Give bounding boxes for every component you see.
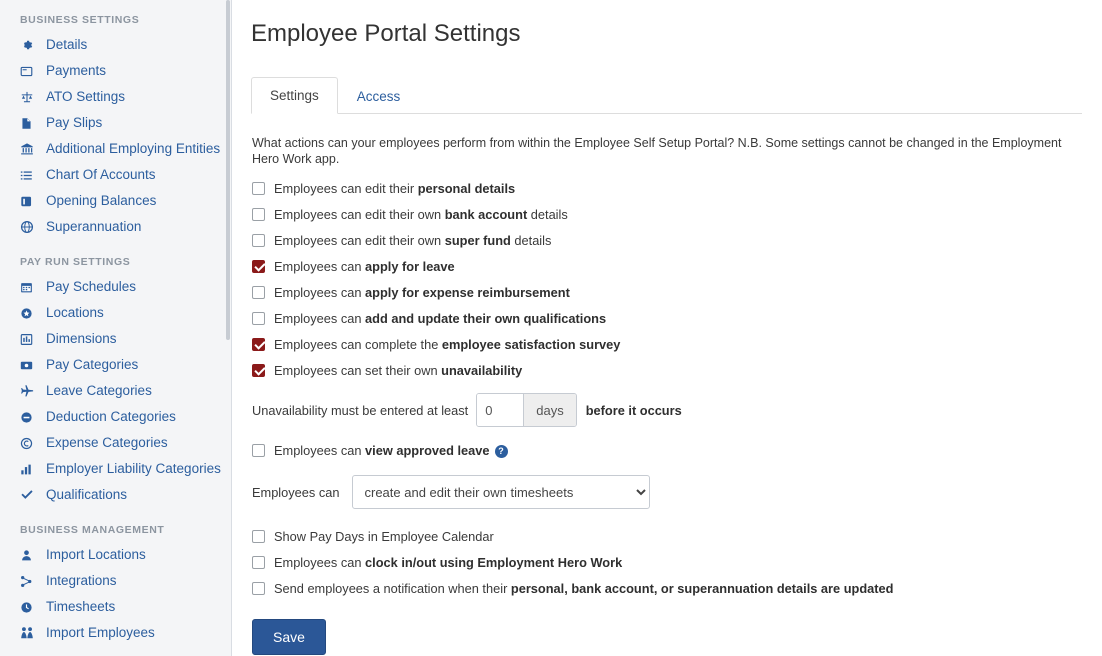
settings-panel <box>251 76 1082 655</box>
sidebar-item-payments[interactable] <box>0 58 231 84</box>
timesheet-permission-label: Employees can <box>252 484 340 500</box>
minus-circle-icon <box>20 411 40 424</box>
setting-label: Employees can apply for leave <box>274 258 455 274</box>
sidebar-item-label: Qualifications <box>46 487 128 502</box>
setting-label: Employees can complete the employee satisfaction survey <box>274 336 621 352</box>
sidebar-item-label: Locations <box>46 305 104 320</box>
checkbox-satisfaction-survey[interactable] <box>252 338 265 351</box>
sidebar-item-pay-schedules[interactable] <box>0 274 231 300</box>
sidebar-item-label: Deduction Categories <box>46 409 176 424</box>
setting-label: Employees can edit their personal details <box>274 180 516 196</box>
setting-row-notification-details-updated[interactable] <box>252 579 1082 597</box>
money-icon <box>20 359 40 372</box>
unavailability-days-unit: days <box>523 394 575 426</box>
sidebar-item-ato-settings[interactable] <box>0 84 231 110</box>
sidebar-item-label: Timesheets <box>46 599 116 614</box>
bank-icon <box>20 142 40 156</box>
sidebar-item-label: Details <box>46 37 88 52</box>
location-icon <box>20 307 40 320</box>
sidebar-item-label: Import Locations <box>46 547 146 562</box>
checkbox-set-unavailability[interactable] <box>252 364 265 377</box>
setting-row-edit-bank-account[interactable] <box>252 205 1082 223</box>
tab-access[interactable]: Access <box>356 89 401 104</box>
setting-row-clock-in-out[interactable] <box>252 553 1082 571</box>
sidebar-item-label: Expense Categories <box>46 435 168 450</box>
bar-chart-icon <box>20 463 40 476</box>
setting-row-view-approved-leave[interactable] <box>252 441 1082 459</box>
unavailability-days-input[interactable] <box>477 394 523 426</box>
setting-label: Employees can edit their own bank account details <box>274 206 568 222</box>
tab-bar <box>251 76 1082 114</box>
sidebar-item-label: Chart Of Accounts <box>46 167 156 182</box>
globe-icon <box>20 220 40 234</box>
sidebar-item-chart-of-accounts[interactable] <box>0 162 231 188</box>
checkbox-notification-details-updated[interactable] <box>252 582 265 595</box>
sidebar-item-import-employees[interactable] <box>0 620 231 646</box>
sidebar-item-label: Dimensions <box>46 331 117 346</box>
page-title: Employee Portal Settings <box>251 20 521 47</box>
sidebar-item-dimensions[interactable] <box>0 326 231 352</box>
setting-label: Employees can apply for expense reimbursement <box>274 284 570 300</box>
sidebar-item-label: Pay Slips <box>46 115 103 130</box>
sidebar <box>0 0 232 656</box>
people-icon <box>20 626 40 640</box>
clock-icon <box>20 601 40 614</box>
calendar-icon <box>20 281 40 294</box>
setting-row-edit-personal-details[interactable] <box>252 179 1082 197</box>
sidebar-item-label: Additional Employing Entities <box>46 141 221 156</box>
setting-row-expense-reimbursement[interactable] <box>252 283 1082 301</box>
plane-icon <box>20 384 40 398</box>
setting-label: Send employees a notification when their personal, bank account, or superannuation details are updated <box>274 580 894 596</box>
sidebar-section-title-business-settings: BUSINESS SETTINGS <box>20 14 140 26</box>
sidebar-item-label: ATO Settings <box>46 89 126 104</box>
check-icon <box>20 488 40 502</box>
sidebar-item-qualifications[interactable] <box>0 482 231 508</box>
sidebar-scrollbar[interactable] <box>226 0 231 656</box>
sidebar-item-locations[interactable] <box>0 300 231 326</box>
sidebar-section-title-pay-run-settings: PAY RUN SETTINGS <box>20 256 131 268</box>
sidebar-scrollbar-thumb[interactable] <box>226 0 230 340</box>
plug-icon <box>20 575 40 588</box>
sidebar-item-employer-liability-categories[interactable] <box>0 456 231 482</box>
sidebar-item-label: Import Employees <box>46 625 155 640</box>
card-icon <box>20 65 40 78</box>
scales-icon <box>20 90 40 104</box>
setting-label: Employees can set their own unavailability <box>274 362 523 378</box>
checkbox-edit-bank-account[interactable] <box>252 208 265 221</box>
sidebar-item-label: Payments <box>46 63 107 78</box>
balance-icon <box>20 195 40 208</box>
sidebar-item-import-locations[interactable] <box>0 542 231 568</box>
list-icon <box>20 169 40 182</box>
intro-text: What actions can your employees perform from within the Employee Self Setup Portal? N.B. Some settings cannot be changed in the Employment Hero Work app. <box>252 136 1062 166</box>
checkbox-update-qualifications[interactable] <box>252 312 265 325</box>
unavailability-label: Unavailability must be entered at least <box>252 402 469 418</box>
sidebar-item-label: Leave Categories <box>46 383 152 398</box>
sidebar-item-opening-balances[interactable] <box>0 188 231 214</box>
receipt-icon <box>20 437 40 450</box>
setting-row-show-pay-days[interactable] <box>252 527 1082 545</box>
checkbox-apply-for-leave[interactable] <box>252 260 265 273</box>
sidebar-item-leave-categories[interactable] <box>0 378 231 404</box>
sidebar-item-label: Opening Balances <box>46 193 157 208</box>
sidebar-item-superannuation[interactable] <box>0 214 231 240</box>
sidebar-section-title-business-management: BUSINESS MANAGEMENT <box>20 524 165 536</box>
help-icon[interactable]: ? <box>495 445 508 458</box>
unavailability-after-text: before it occurs <box>585 402 682 418</box>
setting-row-update-qualifications[interactable] <box>252 309 1082 327</box>
main-content <box>232 0 1102 656</box>
sidebar-item-pay-slips[interactable] <box>0 110 231 136</box>
setting-row-edit-super-fund[interactable] <box>252 231 1082 249</box>
checkbox-edit-super-fund[interactable] <box>252 234 265 247</box>
timesheet-permission-select[interactable] <box>352 475 650 509</box>
unavailability-input-group <box>476 393 576 427</box>
sidebar-item-label: Integrations <box>46 573 117 588</box>
checkbox-edit-personal-details[interactable] <box>252 182 265 195</box>
sidebar-item-deduction-categories[interactable] <box>0 404 231 430</box>
checkbox-clock-in-out[interactable] <box>252 556 265 569</box>
checkbox-show-pay-days[interactable] <box>252 530 265 543</box>
setting-label: Employees can clock in/out using Employment Hero Work <box>274 554 623 570</box>
unavailability-notice-row <box>252 393 1082 427</box>
setting-row-apply-for-leave[interactable] <box>252 257 1082 275</box>
tab-settings[interactable]: Settings <box>251 77 338 114</box>
setting-label: Employees can view approved leave ? <box>274 442 508 459</box>
sidebar-item-details[interactable] <box>0 32 231 58</box>
timesheet-permission-row <box>252 475 1082 509</box>
sidebar-item-label: Employer Liability Categories <box>46 461 221 476</box>
save-button[interactable]: Save <box>252 619 326 655</box>
checkbox-view-approved-leave[interactable] <box>252 444 265 457</box>
sidebar-item-additional-employing-entities[interactable] <box>0 136 231 162</box>
setting-label: Show Pay Days in Employee Calendar <box>274 528 494 544</box>
sidebar-item-label: Pay Categories <box>46 357 139 372</box>
person-icon <box>20 549 40 562</box>
setting-label: Employees can edit their own super fund details <box>274 232 552 248</box>
setting-row-satisfaction-survey[interactable] <box>252 335 1082 353</box>
sidebar-item-expense-categories[interactable] <box>0 430 231 456</box>
sidebar-item-integrations[interactable] <box>0 568 231 594</box>
checkbox-expense-reimbursement[interactable] <box>252 286 265 299</box>
setting-label: Employees can add and update their own qualifications <box>274 310 607 326</box>
sidebar-item-timesheets[interactable] <box>0 594 231 620</box>
sidebar-item-label: Superannuation <box>46 219 142 234</box>
document-icon <box>20 117 40 130</box>
sidebar-item-label: Pay Schedules <box>46 279 137 294</box>
sidebar-item-pay-categories[interactable] <box>0 352 231 378</box>
setting-row-set-unavailability[interactable] <box>252 361 1082 379</box>
chart-icon <box>20 333 40 346</box>
gear-icon <box>20 38 40 52</box>
